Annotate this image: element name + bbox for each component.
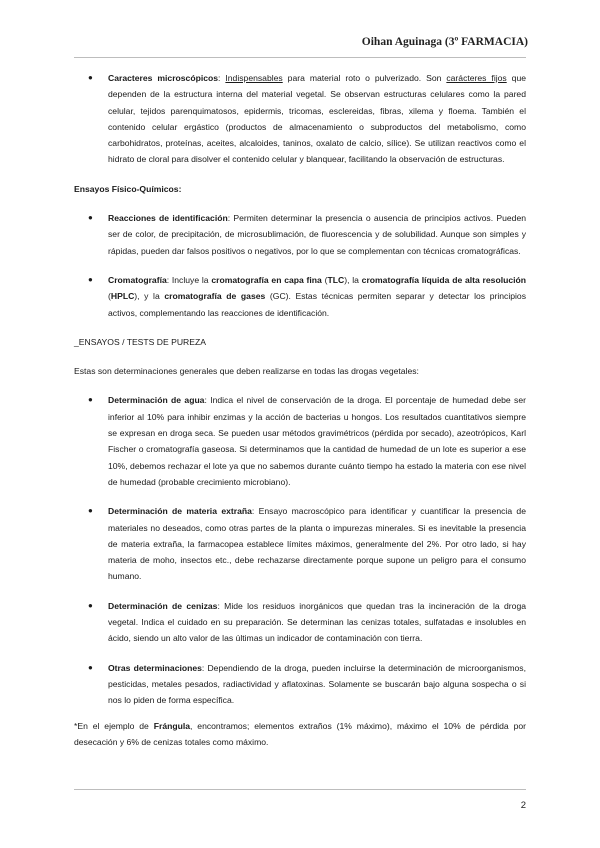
bold-text: TLC: [327, 274, 345, 285]
footer-divider: [74, 789, 526, 790]
bold-text: cromatografía en capa fina: [211, 274, 322, 285]
bold-text: HPLC: [110, 291, 135, 302]
text: : Incluye la: [166, 274, 212, 285]
bullet-dot: ●: [88, 600, 93, 610]
bullet-cenizas: [74, 598, 526, 647]
bullet-cromatografia: [74, 272, 526, 321]
footnote: [74, 718, 526, 751]
bullet-dot: ●: [88, 274, 93, 284]
bullet-caracteres-microscopicos: [74, 70, 526, 168]
term: Determinación de materia extraña: [108, 506, 252, 517]
text: , encontramos; elementos extraños (1% máximo), máximo el 10% de pérdida por desecación y 6% de cenizas totales como máximo.: [74, 720, 527, 747]
underlined-text: carácteres fijos: [446, 73, 507, 83]
page-header: Oihan Aguinaga (3º FARMACIA): [361, 36, 528, 48]
document-body: [74, 70, 526, 750]
bold-text: cromatografía de gases: [164, 291, 266, 302]
bullet-dot: ●: [88, 213, 93, 223]
term: Determinación de agua: [108, 395, 205, 406]
bullet-dot: ●: [88, 506, 93, 516]
section-heading-fisico-quimicos: Ensayos Físico-Químicos:: [74, 183, 182, 194]
text: : Ensayo macroscópico para identificar y cuantificar la presencia de materiales no deseados, como otras partes de la planta o impurezas minerales. Si es inevitable la presencia de materia extraña, la farmacopea establece límites máximos, generalmente del 2%. Por otro lado, si hay materia de moho, insectos etc., debe rechazarse directamente porque supone un peligro para el consumo humano.: [108, 506, 526, 582]
text: : Indica el nivel de conservación de la droga. El porcentaje de humedad debe ser inferior al 10% para inhibir enzimas y la acción de bacterias u hongos. Los resultados cuantitativos siempre se expresan en droga seca. Se pueden usar métodos gravimétricos (pérdida por secado), azeotrópicos, Karl Fischer o cromatografía gaseosa. Si determinamos que la cantidad de humedad de un lote es superior a ese 10%, debemos rechazar el lote ya que no sabemos durante cuánto tiempo ha estado la materia con ese nivel de humedad (probable crecimiento microbiano).: [108, 395, 526, 487]
bold-text: Frángula: [153, 720, 191, 731]
term: Cromatografía: [108, 274, 167, 285]
text: *En el ejemplo de: [74, 720, 154, 731]
header-divider: [74, 57, 526, 58]
text: (: [108, 291, 111, 302]
term: Otras determinaciones: [108, 662, 202, 673]
text: ), y la: [134, 291, 165, 302]
intro-paragraph: Estas son determinaciones generales que deben realizarse en todas las drogas vegetales:: [74, 366, 419, 377]
bullet-otras-determinaciones: [74, 660, 526, 709]
text: (GC). Estas técnicas permiten separar y detectar los principios activos, complementando las reacciones de identificación.: [108, 291, 527, 318]
text: (: [321, 274, 328, 285]
bullet-dot: ●: [88, 662, 93, 672]
page-number: 2: [520, 800, 526, 811]
bullet-dot: ●: [88, 73, 93, 82]
term: Reacciones de identificación: [108, 213, 228, 224]
text: : Permiten determinar la presencia o ausencia de principios activos. Pueden ser de color, de precipitación, de microsublimación, de fluorescencia y de solubilidad. Aunque son simples y rápidas, pueden dar falsos positivos o negativos, por lo que se complementan con técnicas cromatográficas.: [108, 213, 527, 256]
text: :: [218, 73, 226, 83]
section-heading-ensayos-pureza: _ENSAYOS / TESTS DE PUREZA: [74, 336, 206, 347]
bullet-dot: ●: [88, 395, 93, 405]
bullet-determinacion-agua: [74, 392, 526, 490]
bullet-reacciones-identificacion: [74, 210, 526, 259]
text: ), la: [344, 274, 362, 285]
text: : Dependiendo de la droga, pueden incluirse la determinación de microorganismos, pesticidas, metales pesados, radiactividad y aflatoxinas. Solamente se buscarán bajo alguna sospecha o si nos lo piden de forma específica.: [108, 662, 526, 706]
text: para material roto o pulverizado. Son: [282, 73, 447, 83]
bullet-materia-extrana: [74, 503, 526, 584]
bold-text: cromatografía líquida de alta resolución: [361, 274, 527, 285]
text: : Mide los residuos inorgánicos que quedan tras la incineración de la droga vegetal. Indica el cuidado en su preparación. Se determinan las cenizas totales, sulfatadas e insolubles en ácido, siendo un alto valor de las últimas un indicador de contaminación con tierra.: [108, 600, 526, 644]
text: que dependen de la estructura interna del material vegetal. Se observan estructuras celulares como la pared celular, tejidos parenquimatosos, epidermis, tricomas, esclereidas, fibras, xilema y floema. También el contenido celular ergástico (productos de almacenamiento o subproductos del metabolismo, como carbohidratos, proteínas, aceites, alcaloides, taninos, oxalato de calcio, sílice). Se utilizan reactivos como el hidrato de cloral para disolver el contenido celular y blanquear, facilitando la observación de estructuras.: [108, 73, 527, 165]
term: Determinación de cenizas: [108, 600, 218, 611]
underlined-text: Indispensables: [225, 73, 283, 83]
term: Caracteres microscópicos: [108, 73, 219, 83]
